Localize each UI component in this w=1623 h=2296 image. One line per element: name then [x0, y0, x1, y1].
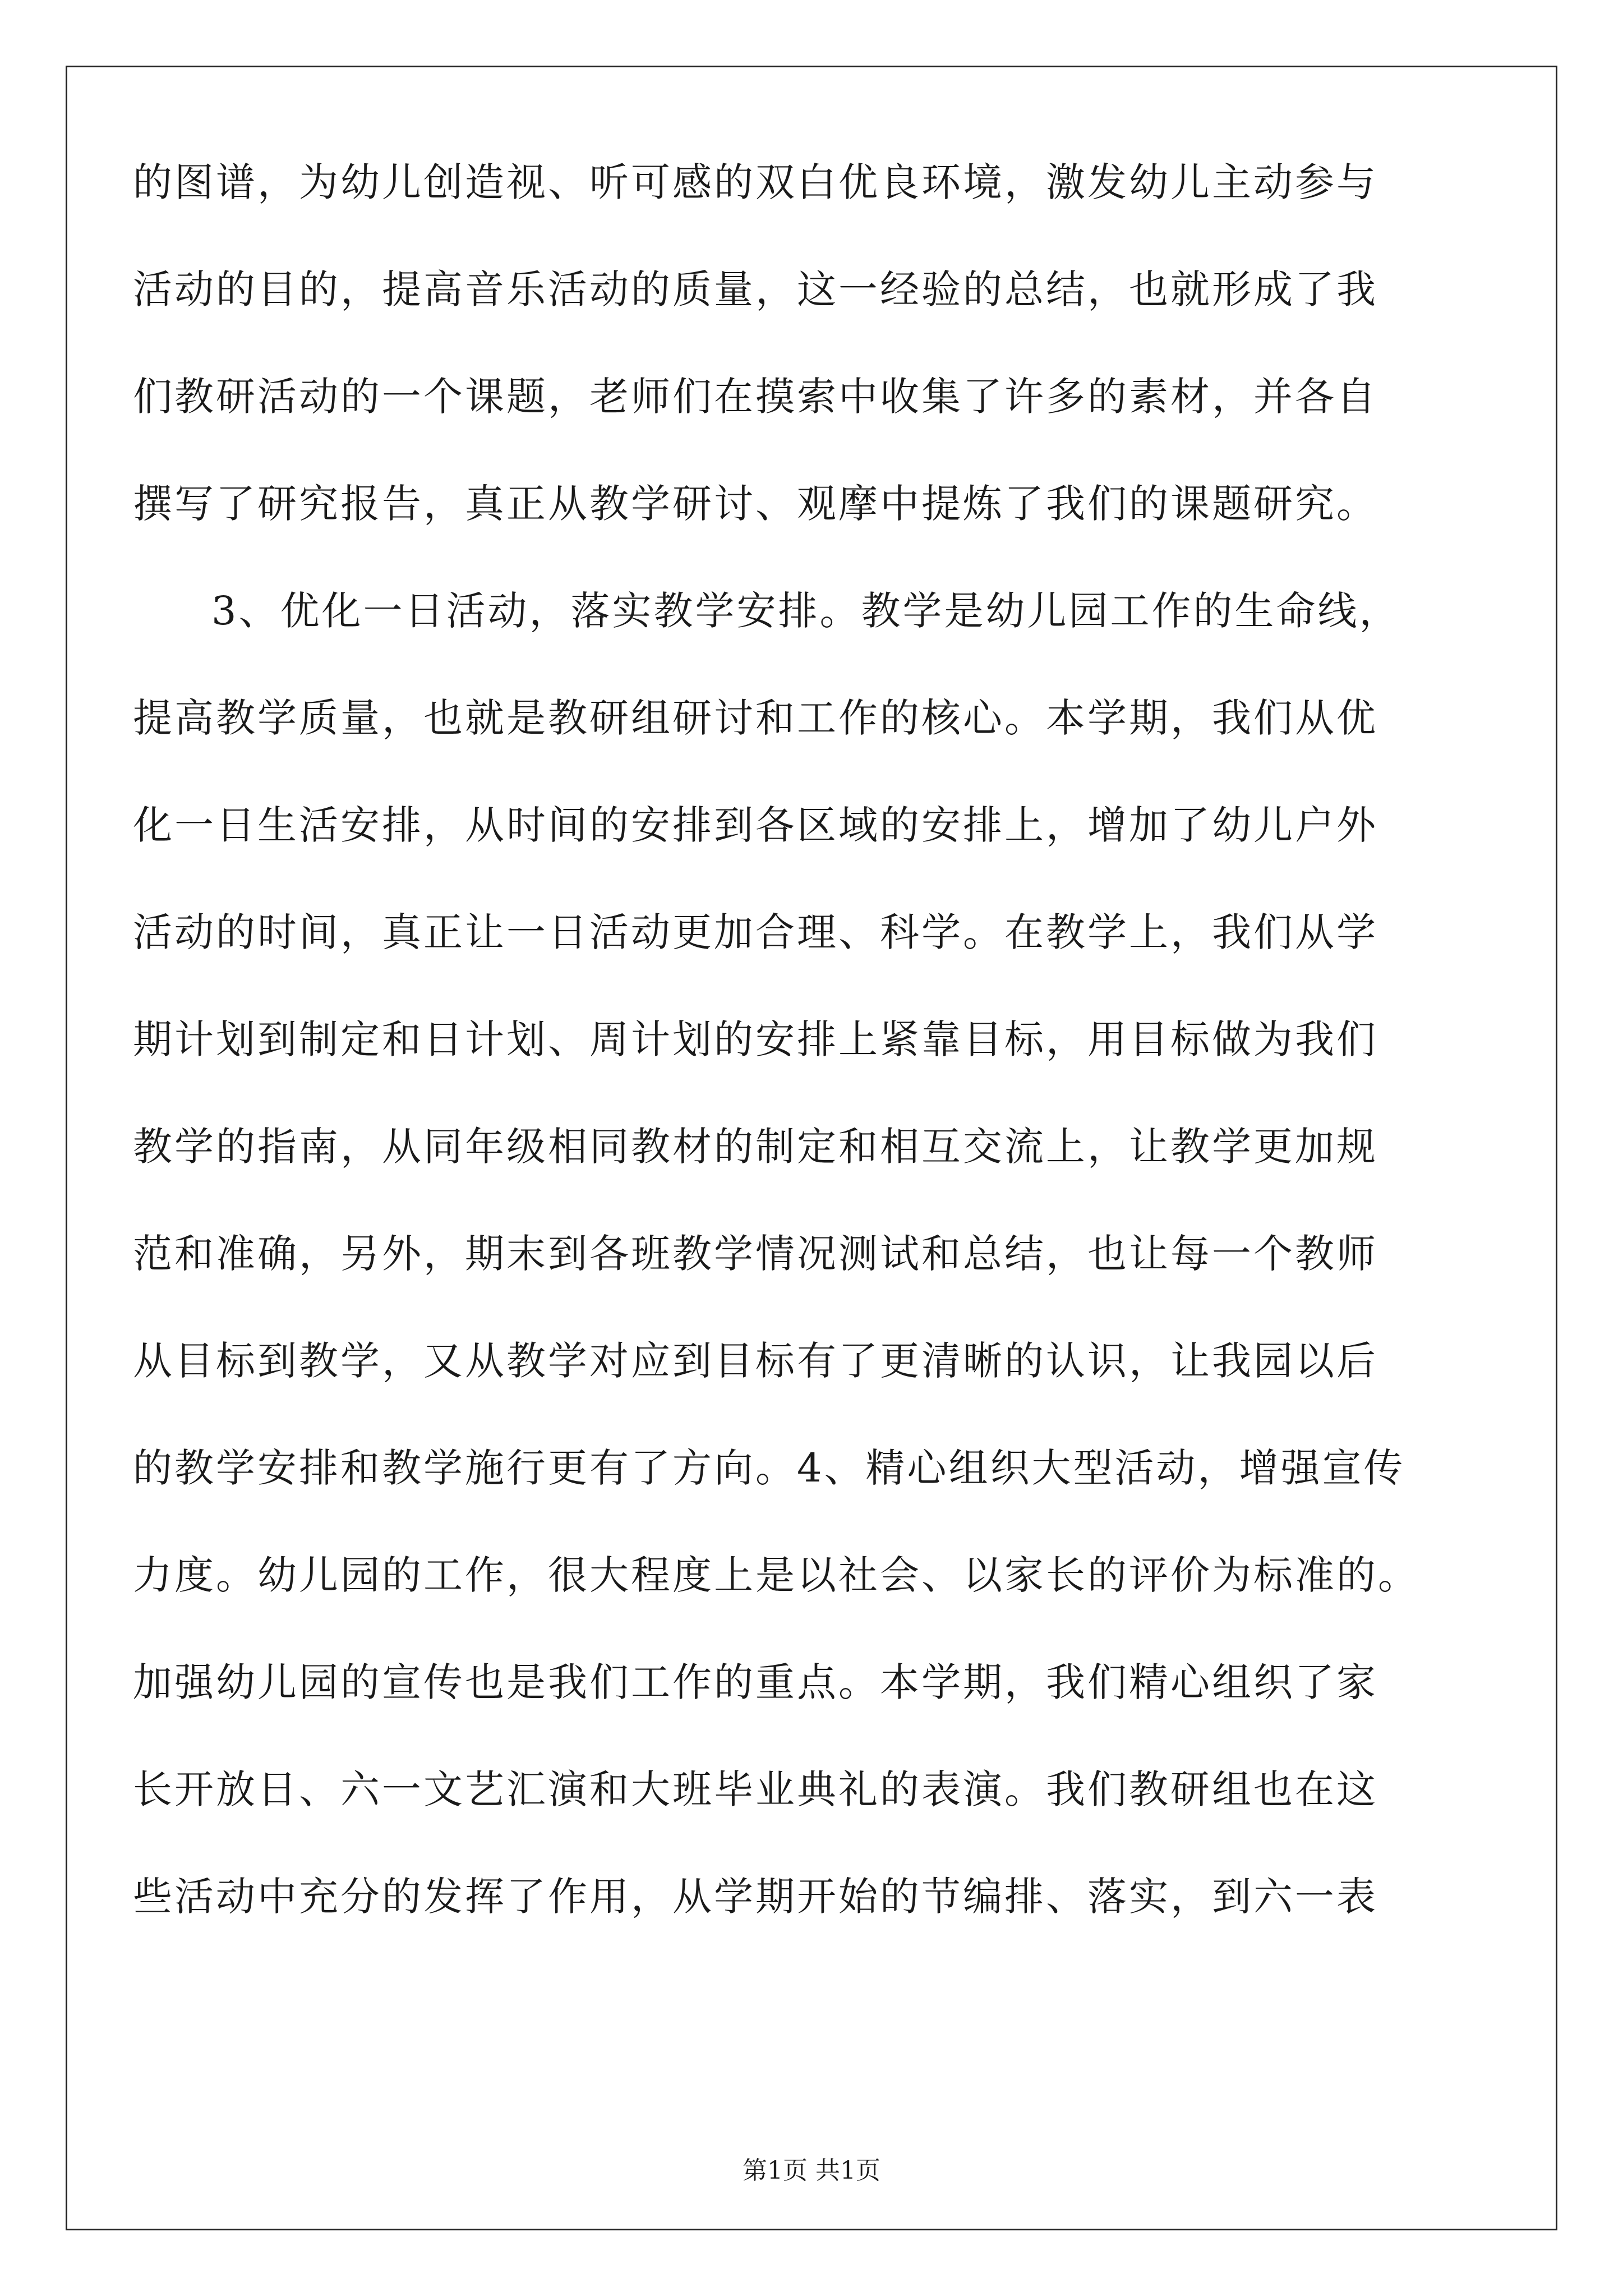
- text-line: 教学的指南，从同年级相同教材的制定和相互交流上，让教学更加规: [133, 1124, 1378, 1170]
- text-line: 范和准确，另外，期末到各班教学情况测试和总结，也让每一个教师: [133, 1231, 1378, 1277]
- text-line: 撰写了研究报告，真正从教学研讨、观摩中提炼了我们的课题研究。: [133, 481, 1378, 527]
- text-line: 提高教学质量，也就是教研组研讨和工作的核心。本学期，我们从优: [133, 695, 1378, 741]
- paragraph-start-line: 3、优化一日活动，落实教学安排。教学是幼儿园工作的生命线，: [211, 588, 1401, 634]
- text-line: 加强幼儿园的宣传也是我们工作的重点。本学期，我们精心组织了家: [133, 1659, 1378, 1705]
- text-line: 力度。幼儿园的工作，很大程度上是以社会、以家长的评价为标准的。: [133, 1552, 1419, 1598]
- text-line: 的图谱，为幼儿创造视、听可感的双白优良环境，激发幼儿主动参与: [133, 159, 1378, 205]
- text-line: 活动的目的，提高音乐活动的质量，这一经验的总结，也就形成了我: [133, 266, 1378, 312]
- page-number-footer: 第1页 共1页: [743, 2156, 880, 2185]
- text-line: 期计划到制定和日计划、周计划的安排上紧靠目标，用目标做为我们: [133, 1016, 1378, 1062]
- text-line: 些活动中充分的发挥了作用，从学期开始的节编排、落实，到六一表: [133, 1874, 1378, 1920]
- text-line: 们教研活动的一个课题，老师们在摸索中收集了许多的素材，并各自: [133, 374, 1378, 420]
- text-line: 活动的时间，真正让一日活动更加合理、科学。在教学上，我们从学: [133, 909, 1378, 955]
- text-line: 的教学安排和教学施行更有了方向。4、精心组织大型活动，增强宣传: [133, 1445, 1405, 1491]
- text-line: 长开放日、六一文艺汇演和大班毕业典礼的表演。我们教研组也在这: [133, 1766, 1378, 1812]
- text-line: 化一日生活安排，从时间的安排到各区域的安排上，增加了幼儿户外: [133, 802, 1378, 848]
- text-line: 从目标到教学，又从教学对应到目标有了更清晰的认识，让我园以后: [133, 1338, 1378, 1384]
- document-body: [133, 129, 1490, 1950]
